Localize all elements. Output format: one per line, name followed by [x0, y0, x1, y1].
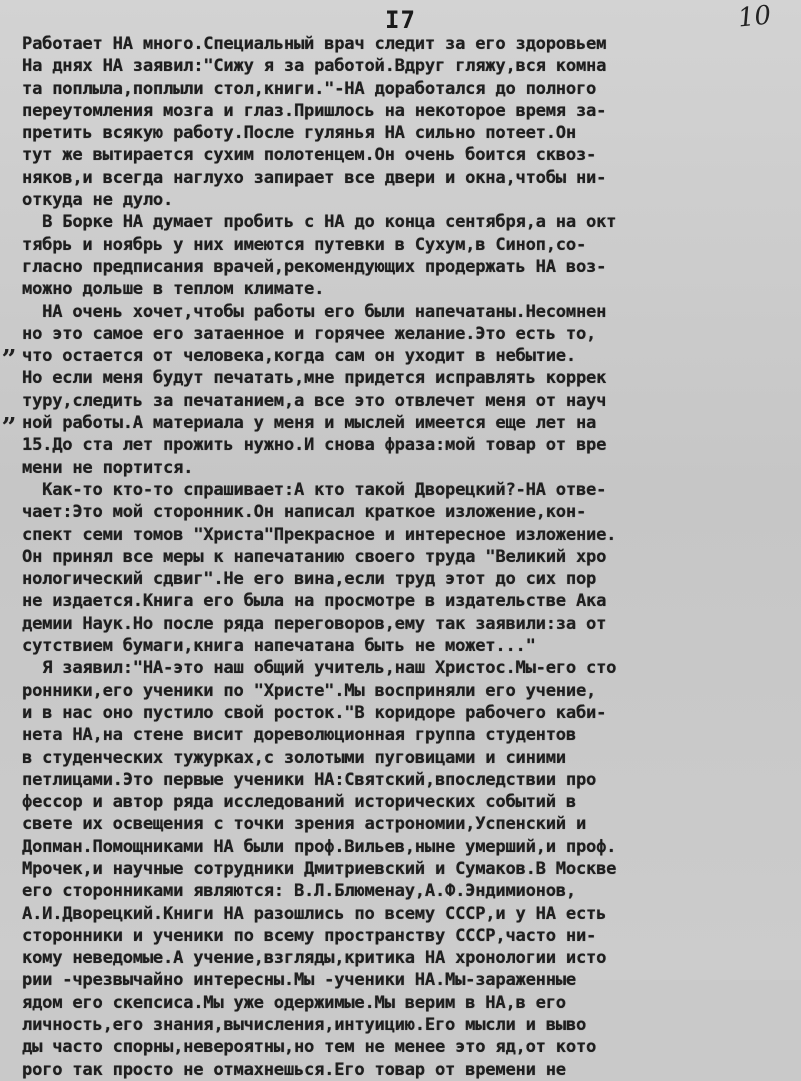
text-line: Но если меня будут печатать,мне придется исправлять коррек: [22, 368, 607, 389]
text-line: та поплыла,поплыли стол,книги."-НА доработался до полного: [22, 78, 597, 99]
text-line: тябрь и ноябрь у них имеются путевки в Сухум,в Синоп,со-: [22, 234, 587, 255]
text-line: петлицами.Это первые ученики НА:Святский,впоследствии про: [22, 769, 597, 790]
text-line: кому неведомые.А учение,взгляды,критика НА хронологии исто: [22, 948, 607, 969]
text-line: Допман.Помощниками НА были проф.Вильев,ныне умерший,и проф.: [22, 836, 617, 857]
text-line: можно дольше в теплом климате.: [22, 279, 325, 300]
text-line: сторонники и ученики по всему пространству СССР,часто ни-: [22, 925, 597, 946]
text-line: 15.До ста лет прожить нужно.И снова фраза:мой товар от вре: [22, 435, 607, 456]
text-line: ронники,его ученики по "Христе".Мы восприняли его учение,: [22, 680, 597, 701]
text-line: не издается.Книга его была на просмотре в издательстве Ака: [22, 591, 607, 612]
page-number: I7: [385, 6, 416, 34]
text-line: откуда не дуло.: [22, 190, 174, 211]
text-line: что остается от человека,когда сам он уходит в небытие.: [22, 346, 576, 367]
text-line: рии -чрезвычайно интересны.Мы -ученики НА.Мы-зараженные: [22, 970, 576, 991]
text-line: Он принял все меры к напечатанию своего труда "Великий хро: [22, 546, 607, 567]
text-line: ной работы.А материала у меня и мыслей имеется еще лет на: [22, 413, 597, 434]
text-line: чает:Это мой сторонник.Он написал краткое изложение,кон-: [22, 502, 587, 523]
text-line: А.И.Дворецкий.Книги НА разошлись по всему СССР,и у НА есть: [22, 903, 607, 924]
text-line: и в нас оно пустило свой росток."В коридоре рабочего каби-: [22, 702, 607, 723]
text-line: его сторонниками являются: В.Л.Блюменау,А.Ф.Эндимионов,: [22, 881, 576, 902]
text-line: свете их освещения с точки зрения астрономии,Успенский и: [22, 814, 587, 835]
text-line: переутомления мозга и глаз.Пришлось на некоторое время за-: [22, 100, 607, 121]
text-line: гласно предписания врачей,рекомендующих продержать НА воз-: [22, 256, 607, 277]
text-line: ды часто спорны,невероятны,но тем не менее это яд,от кото: [22, 1037, 597, 1058]
text-line: рого так просто не отмахнешься.Его товар от времени не: [22, 1059, 566, 1080]
text-line: Я заявил:"НА-это наш общий учитель,наш Христос.Мы-его сто: [22, 658, 617, 679]
text-line: Как-то кто-то спрашивает:А кто такой Дворецкий?-НА отве-: [22, 479, 607, 500]
text-line: демии Наук.Но после ряда переговоров,ему так заявили:за от: [22, 613, 607, 634]
text-line: На днях НА заявил:"Сижу я за работой.Вдруг гляжу,вся комна: [22, 56, 607, 77]
text-line: ядом его скепсиса.Мы уже одержимые.Мы верим в НА,в его: [22, 992, 566, 1013]
text-line: претить всякую работу.После гулянья НА сильно потеет.Он: [22, 123, 576, 144]
text-line: НА очень хочет,чтобы работы его были напечатаны.Несомнен: [22, 301, 607, 322]
text-line: мени не портится.: [22, 457, 194, 478]
text-line: нологический сдвиг".Не его вина,если труд этот до сих пор: [22, 569, 597, 590]
text-line: но это самое его затаенное и горячее желание.Это есть то,: [22, 323, 597, 344]
text-line: няков,и всегда наглухо запирает все двери и окна,чтобы ни-: [22, 167, 607, 188]
typewritten-body: [22, 33, 800, 1081]
text-line: сутствием бумаги,книга напечатана быть не может...": [22, 636, 536, 657]
handwritten-folio-number: 10: [736, 0, 773, 34]
text-line: личность,его знания,вычисления,интуицию.Его мысли и выво: [22, 1015, 587, 1036]
text-line: туру,следить за печатанием,а все это отвлечет меня от науч: [22, 390, 607, 411]
text-line: фессор и автор ряда исследований исторических событий в: [22, 792, 576, 813]
text-line: в студенческих тужурках,с золотыми пуговицами и синими: [22, 747, 566, 768]
text-line: Мрочек,и научные сотрудники Дмитриевский и Сумаков.В Москве: [22, 858, 617, 879]
text-line: В Борке НА думает пробить с НА до конца сентября,а на окт: [22, 212, 617, 233]
margin-quote-mark: „: [2, 398, 17, 428]
text-line: тут же вытирается сухим полотенцем.Он очень боится сквоз-: [22, 145, 597, 166]
text-line: Работает НА много.Специальный врач следит за его здоровьем: [22, 34, 607, 54]
margin-quote-mark: „: [2, 330, 17, 360]
text-line: спект семи томов "Христа"Прекрасное и интересное изложение.: [22, 524, 617, 545]
text-line: нета НА,на стене висит дореволюционная группа студентов: [22, 725, 576, 746]
